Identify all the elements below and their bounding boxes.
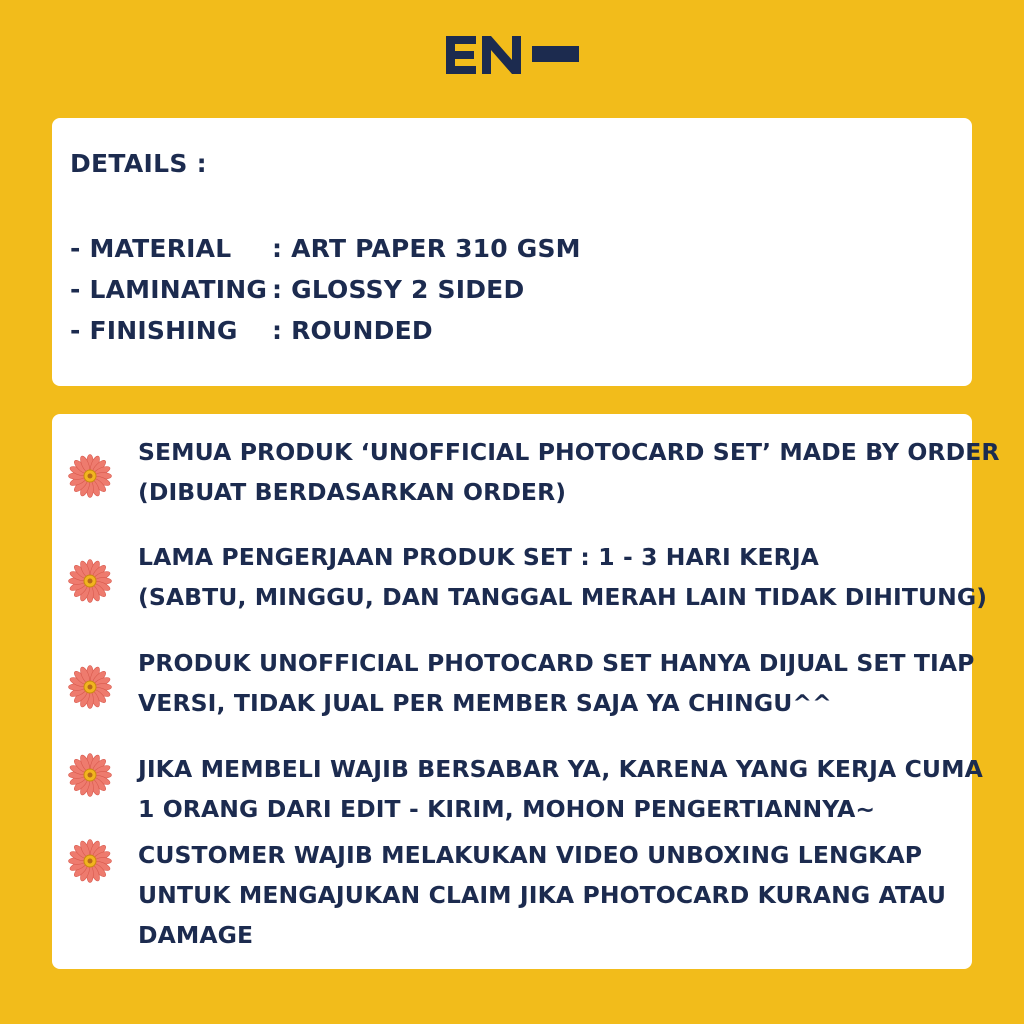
flower-icon — [68, 839, 112, 883]
spec-list — [70, 228, 972, 351]
note-line: DAMAGE — [138, 921, 254, 949]
note-line: CUSTOMER WAJIB MELAKUKAN VIDEO UNBOXING LENGKAP — [138, 841, 923, 869]
flower-icon — [68, 753, 112, 797]
spec-value: : ART PAPER 310 GSM — [272, 234, 581, 263]
flower-icon — [68, 559, 112, 603]
note-line: LAMA PENGERJAAN PRODUK SET : 1 - 3 HARI KERJA — [138, 543, 819, 571]
note-text — [138, 432, 1000, 512]
spec-row-material — [70, 228, 972, 269]
note-line: SEMUA PRODUK ‘UNOFFICIAL PHOTOCARD SET’ MADE BY ORDER — [138, 438, 1000, 466]
note-text — [138, 643, 975, 723]
details-title: DETAILS : — [70, 149, 207, 178]
spec-row-finishing — [70, 310, 972, 351]
note-text — [138, 749, 983, 829]
details-card — [52, 118, 972, 386]
note-line: UNTUK MENGAJUKAN CLAIM JIKA PHOTOCARD KURANG ATAU — [138, 881, 947, 909]
spec-value: : GLOSSY 2 SIDED — [272, 275, 525, 304]
flower-icon — [68, 454, 112, 498]
enhypen-logo — [444, 34, 580, 76]
note-text — [138, 835, 962, 955]
spec-label: - FINISHING — [70, 316, 238, 345]
note-text — [138, 537, 988, 617]
note-line: VERSI, TIDAK JUAL PER MEMBER SAJA YA CHINGU^^ — [138, 689, 832, 717]
note-line: JIKA MEMBELI WAJIB BERSABAR YA, KARENA YANG KERJA CUMA — [138, 755, 983, 783]
notes-card — [52, 414, 1000, 969]
note-line: 1 ORANG DARI EDIT - KIRIM, MOHON PENGERTIANNYA~ — [138, 795, 876, 823]
note-line: PRODUK UNOFFICIAL PHOTOCARD SET HANYA DIJUAL SET TIAP — [138, 649, 975, 677]
flower-icon — [68, 665, 112, 709]
note-line: (SABTU, MINGGU, DAN TANGGAL MERAH LAIN TIDAK DIHITUNG) — [138, 583, 988, 611]
spec-row-laminating — [70, 269, 972, 310]
note-line: (DIBUAT BERDASARKAN ORDER) — [138, 478, 567, 506]
spec-value: : ROUNDED — [272, 316, 433, 345]
spec-label: - MATERIAL — [70, 234, 232, 263]
spec-label: - LAMINATING — [70, 275, 268, 304]
